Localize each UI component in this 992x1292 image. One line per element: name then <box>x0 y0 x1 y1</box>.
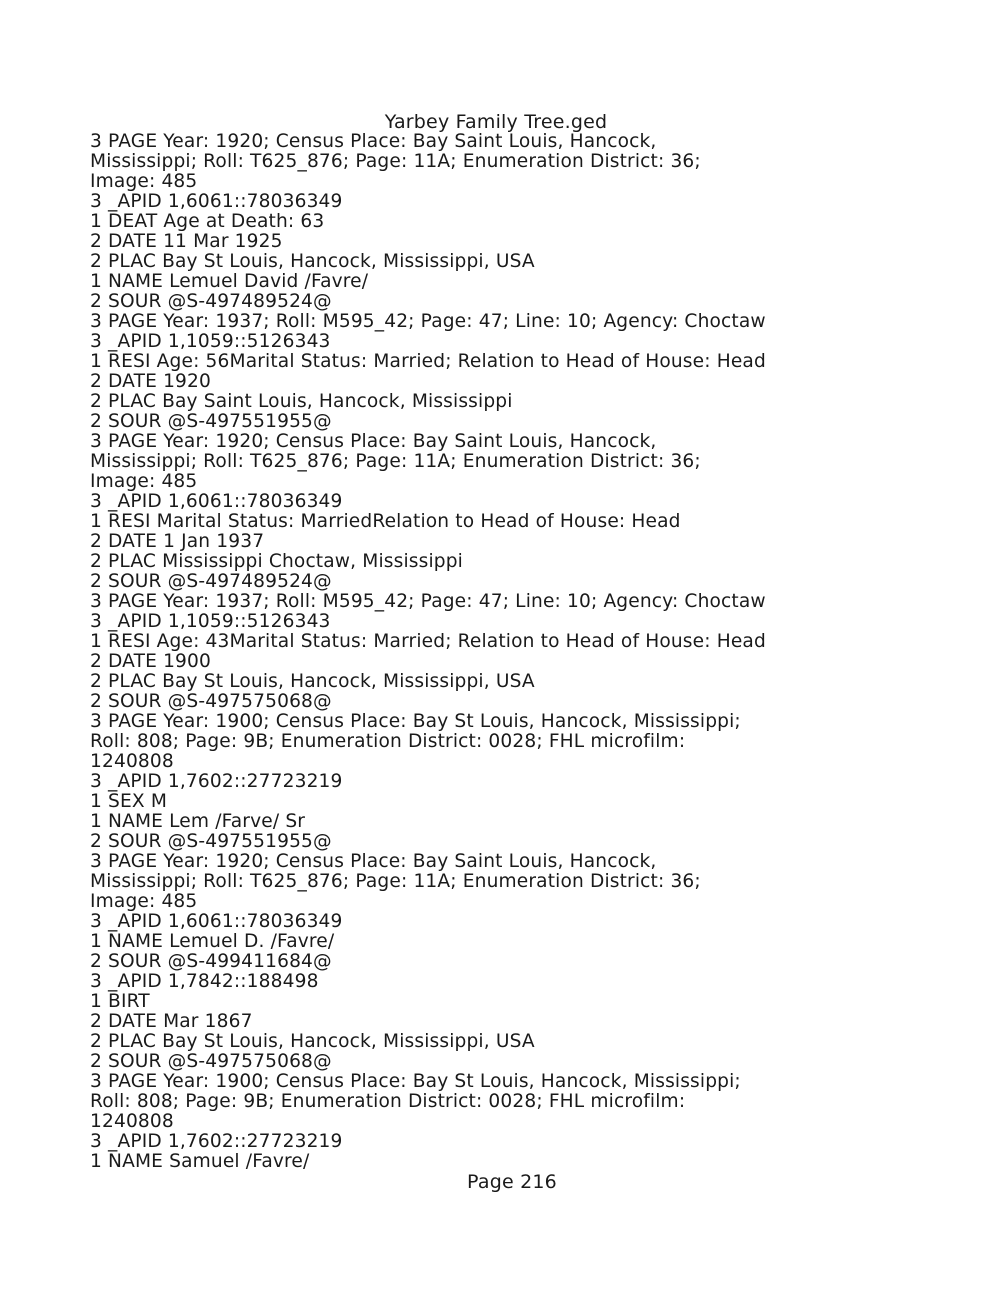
record-line: 2 SOUR @S-497489524@ <box>90 571 332 592</box>
record-line: Mississippi; Roll: T625_876; Page: 11A; Enumeration District: 36; <box>90 151 701 172</box>
record-line: 2 PLAC Bay St Louis, Hancock, Mississippi, USA <box>90 671 535 692</box>
record-line: 3 PAGE Year: 1920; Census Place: Bay Saint Louis, Hancock, <box>90 131 657 152</box>
record-line: 2 DATE 1900 <box>90 651 211 672</box>
record-line: 1 BIRT <box>90 991 150 1012</box>
record-line: 2 SOUR @S-497575068@ <box>90 1051 332 1072</box>
record-line: 3 PAGE Year: 1937; Roll: M595_42; Page: 47; Line: 10; Agency: Choctaw <box>90 311 766 332</box>
record-line: Mississippi; Roll: T625_876; Page: 11A; Enumeration District: 36; <box>90 871 701 892</box>
record-line: 1240808 <box>90 1111 174 1132</box>
record-line: 3 PAGE Year: 1920; Census Place: Bay Saint Louis, Hancock, <box>90 851 657 872</box>
record-line: 3 PAGE Year: 1900; Census Place: Bay St Louis, Hancock, Mississippi; <box>90 711 741 732</box>
record-line: 1240808 <box>90 751 174 772</box>
record-line: 2 SOUR @S-499411684@ <box>90 951 332 972</box>
record-line: 2 DATE 11 Mar 1925 <box>90 231 283 252</box>
record-line: 1 RESI Age: 43Marital Status: Married; Relation to Head of House: Head <box>90 631 766 652</box>
record-line: Image: 485 <box>90 171 198 192</box>
record-line: 3 _APID 1,7602::27723219 <box>90 1131 343 1152</box>
record-line: Mississippi; Roll: T625_876; Page: 11A; Enumeration District: 36; <box>90 451 701 472</box>
record-line: 3 _APID 1,1059::5126343 <box>90 331 331 352</box>
record-line: 3 _APID 1,1059::5126343 <box>90 611 331 632</box>
record-line: 2 SOUR @S-497551955@ <box>90 831 332 852</box>
record-line: 3 _APID 1,6061::78036349 <box>90 911 343 932</box>
record-line: 2 SOUR @S-497575068@ <box>90 691 332 712</box>
record-line: 1 NAME Lem /Farve/ Sr <box>90 811 306 832</box>
record-line: 2 PLAC Mississippi Choctaw, Mississippi <box>90 551 463 572</box>
record-line: Roll: 808; Page: 9B; Enumeration District: 0028; FHL microfilm: <box>90 1091 686 1112</box>
record-line: 1 NAME Lemuel D. /Favre/ <box>90 931 335 952</box>
record-line: 1 SEX M <box>90 791 168 812</box>
record-line: 1 RESI Age: 56Marital Status: Married; Relation to Head of House: Head <box>90 351 766 372</box>
gedcom-record-text <box>90 132 970 1172</box>
record-line: 3 _APID 1,7602::27723219 <box>90 771 343 792</box>
record-line: 3 _APID 1,6061::78036349 <box>90 491 343 512</box>
document-title: Yarbey Family Tree.ged <box>384 111 608 133</box>
record-line: Image: 485 <box>90 891 198 912</box>
record-line: 1 NAME Samuel /Favre/ <box>90 1151 310 1172</box>
record-line: 2 PLAC Bay Saint Louis, Hancock, Mississippi <box>90 391 513 412</box>
record-line: 2 SOUR @S-497551955@ <box>90 411 332 432</box>
record-line: Roll: 808; Page: 9B; Enumeration District: 0028; FHL microfilm: <box>90 731 686 752</box>
record-line: 2 SOUR @S-497489524@ <box>90 291 332 312</box>
record-line: 3 _APID 1,7842::188498 <box>90 971 319 992</box>
record-line: 1 DEAT Age at Death: 63 <box>90 211 325 232</box>
record-line: 2 DATE 1 Jan 1937 <box>90 531 265 552</box>
record-line: 2 DATE Mar 1867 <box>90 1011 253 1032</box>
record-line: 3 _APID 1,6061::78036349 <box>90 191 343 212</box>
record-line: 3 PAGE Year: 1937; Roll: M595_42; Page: 47; Line: 10; Agency: Choctaw <box>90 591 766 612</box>
record-line: 2 PLAC Bay St Louis, Hancock, Mississippi, USA <box>90 251 535 272</box>
record-line: 3 PAGE Year: 1920; Census Place: Bay Saint Louis, Hancock, <box>90 431 657 452</box>
record-line: 1 RESI Marital Status: MarriedRelation to Head of House: Head <box>90 511 681 532</box>
page-number: Page 216 <box>467 1171 557 1193</box>
record-line: 1 NAME Lemuel David /Favre/ <box>90 271 369 292</box>
record-line: Image: 485 <box>90 471 198 492</box>
record-line: 2 DATE 1920 <box>90 371 211 392</box>
record-line: 3 PAGE Year: 1900; Census Place: Bay St Louis, Hancock, Mississippi; <box>90 1071 741 1092</box>
record-line: 2 PLAC Bay St Louis, Hancock, Mississippi, USA <box>90 1031 535 1052</box>
